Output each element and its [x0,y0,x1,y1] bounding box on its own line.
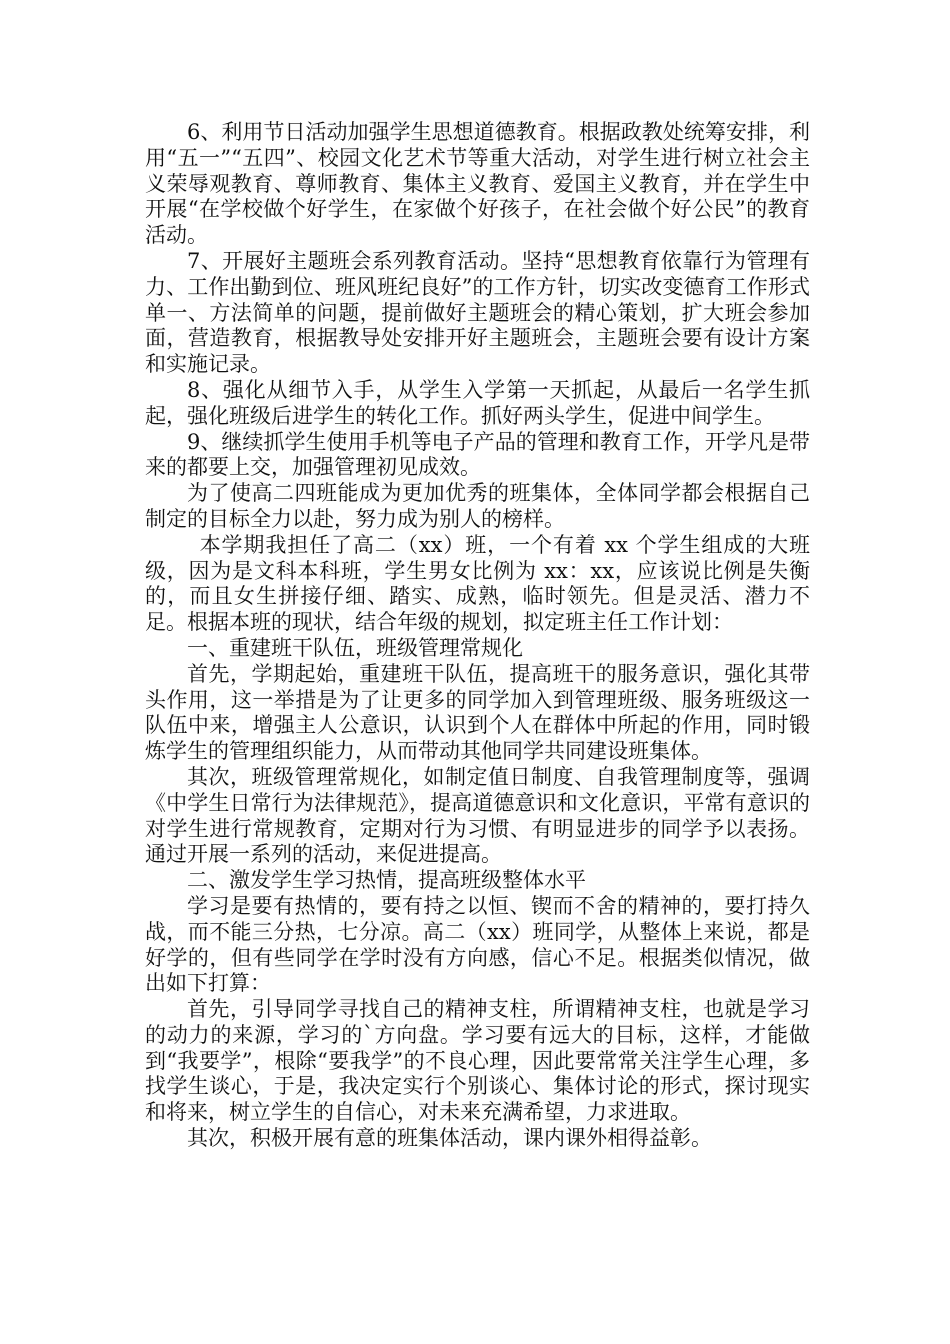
paragraph-class-goal: 为了使高二四班能成为更加优秀的班集体，全体同学都会根据自己制定的目标全力以赴，努力成为别人的榜样。 [145,481,810,531]
section-heading-1: 一、重建班干队伍，班级管理常规化 [187,635,523,660]
paragraph-item-6: 6、利用节日活动加强学生思想道德教育。根据政教处统筹安排，利用“五一”“五四”、校园文化艺术节等重大活动，对学生进行树立社会主义荣辱观教育、尊师教育、集体主义教育、爱国主义教育，并在学生中开展“在学校做个好学生，在家做个好孩子，在社会做个好公民”的教育活动。 [145,120,810,248]
paragraph-item-9: 9、继续抓学生使用手机等电子产品的管理和教育工作，开学凡是带来的都要上交，加强管理初见成效。 [145,429,810,480]
document-page [145,120,810,1152]
paragraph-section1-second: 其次，班级管理常规化，如制定值日制度、自我管理制度等，强调《中学生日常行为法律规范》，提高道德意识和文化意识，平常有意识的对学生进行常规教育，定期对行为习惯、有明显进步的同学予以表扬。通过开展一系列的活动，来促进提高。 [145,764,810,867]
paragraph-section2-second: 其次，积极开展有意的班集体活动，课内课外相得益彰。 [187,1126,712,1151]
section-heading-2: 二、激发学生学习热情，提高班级整体水平 [187,868,586,893]
paragraph-class-intro: 本学期我担任了高二（xx）班，一个有着 xx 个学生组成的大班级，因为是文科本科班，学生男女比例为 xx：xx，应该说比例是失衡的，而且女生拼接仔细、踏实、成熟，临时领先。但是灵活、潜力不足。根据本班的现状，结合年级的规划，拟定班主任工作计划： [145,532,810,635]
paragraph-section2-intro: 学习是要有热情的，要有持之以恒、锲而不舍的精神的，要打持久战，而不能三分热，七分凉。高二（xx）班同学，从整体上来说，都是好学的，但有些同学在学时没有方向感，信心不足。根据类似情况，做出如下打算： [145,893,810,996]
paragraph-section1-first: 首先，学期起始，重建班干队伍，提高班干的服务意识，强化其带头作用，这一举措是为了让更多的同学加入到管理班级、服务班级这一队伍中来，增强主人公意识，认识到个人在群体中所起的作用，同时锻炼学生的管理组织能力，从而带动其他同学共同建设班集体。 [145,661,810,764]
paragraph-section2-first: 首先，引导同学寻找自己的精神支柱，所谓精神支柱，也就是学习的动力的来源，学习的`方向盘。学习要有远大的目标，这样，才能做到“我要学”，根除“要我学”的不良心理，因此要常常关注学生心理，多找学生谈心，于是，我决定实行个别谈心、集体讨论的形式，探讨现实和将来，树立学生的自信心，对未来充满希望，力求进取。 [145,997,810,1125]
paragraph-item-8: 8、强化从细节入手，从学生入学第一天抓起，从最后一名学生抓起，强化班级后进学生的转化工作。抓好两头学生，促进中间学生。 [145,377,810,428]
paragraph-item-7: 7、开展好主题班会系列教育活动。坚持“思想教育依靠行为管理有力、工作出勤到位、班风班纪良好”的工作方针，切实改变德育工作形式单一、方法简单的问题，提前做好主题班会的精心策划，扩大班会参加面，营造教育，根据教导处安排开好主题班会，主题班会要有设计方案和实施记录。 [145,248,810,377]
